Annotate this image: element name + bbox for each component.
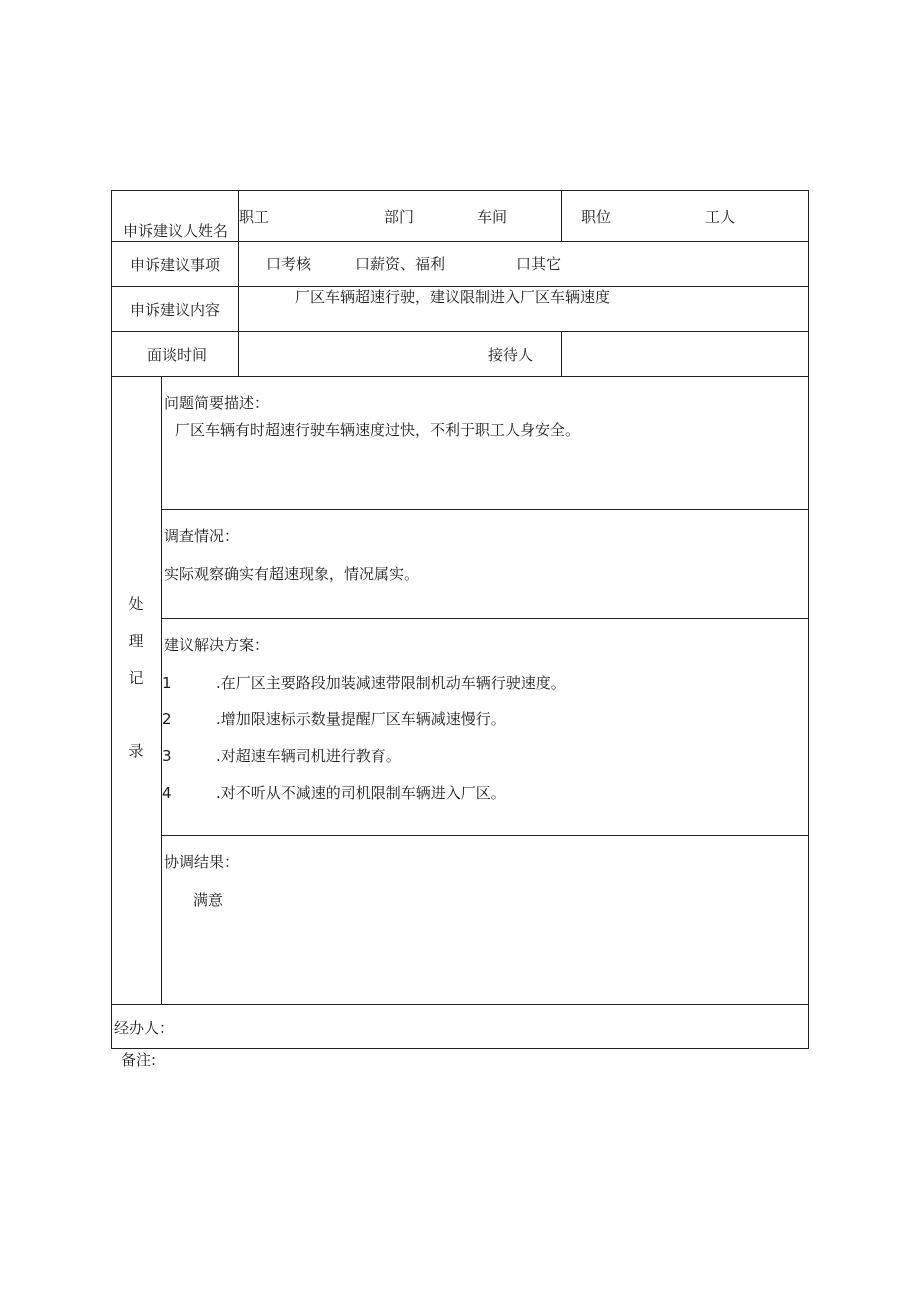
department-value[interactable]: 车间: [477, 208, 508, 226]
section-divider: [161, 835, 808, 836]
solution-item-number: 2: [162, 710, 172, 728]
result-text[interactable]: 满意: [193, 891, 224, 909]
solution-item-text[interactable]: .增加限速标示数量提醒厂区车辆减速慢行。: [216, 710, 506, 728]
solution-title: 建议解决方案：: [164, 636, 270, 654]
solution-item-text[interactable]: .对超速车辆司机进行教育。: [216, 747, 401, 765]
problem-text[interactable]: 厂区车辆有时超速行驶车辆速度过快，不利于职工人身安全。: [175, 421, 581, 439]
row-divider: [112, 241, 808, 242]
solution-item-text[interactable]: .在厂区主要路段加装减速带限制机动车辆行驶速度。: [216, 674, 566, 692]
remark-label: 备注:: [121, 1051, 157, 1069]
position-value[interactable]: 工人: [705, 208, 736, 226]
department-label: 部门: [384, 208, 415, 226]
investigation-title: 调查情况：: [164, 527, 240, 545]
record-side-label-1: 处: [128, 595, 144, 613]
interview-time-label: 面谈时间: [147, 346, 208, 364]
content-label: 申诉建议内容: [130, 301, 221, 319]
matter-option-assessment[interactable]: 口考核: [266, 255, 312, 273]
result-title: 协调结果：: [164, 853, 240, 871]
complaint-form: [111, 190, 809, 1049]
col-divider: [561, 191, 562, 241]
applicant-name-label: 申诉建议人姓名: [123, 222, 229, 240]
section-divider: [161, 618, 808, 619]
matter-option-other[interactable]: 口其它: [516, 255, 562, 273]
position-label: 职位: [581, 208, 612, 226]
record-side-label-4: 录: [128, 742, 144, 760]
content-value[interactable]: 厂区车辆超速行驶，建议限制进入厂区车辆速度: [295, 288, 611, 306]
row-divider: [112, 376, 808, 377]
col-divider: [561, 331, 562, 376]
col-divider: [238, 241, 239, 376]
solution-item-number: 1: [162, 674, 172, 692]
row-divider: [112, 331, 808, 332]
matter-option-salary[interactable]: 口薪资、福利: [355, 255, 446, 273]
solution-item-number: 3: [162, 747, 172, 765]
section-divider: [161, 509, 808, 510]
problem-title: 问题简要描述：: [164, 394, 270, 412]
handler-label: 经办人：: [114, 1019, 175, 1037]
matter-label: 申诉建议事项: [130, 256, 221, 274]
applicant-name-value[interactable]: 职工: [239, 208, 270, 226]
solution-item-text[interactable]: .对不听从不减速的司机限制车辆进入厂区。: [216, 784, 506, 802]
receiver-label: 接待人: [488, 346, 534, 364]
record-side-label-3: 记: [128, 669, 144, 687]
investigation-text[interactable]: 实际观察确实有超速现象，情况属实。: [164, 565, 420, 583]
row-divider: [112, 1004, 808, 1005]
record-side-label-2: 理: [128, 632, 144, 650]
solution-item-number: 4: [162, 784, 172, 802]
